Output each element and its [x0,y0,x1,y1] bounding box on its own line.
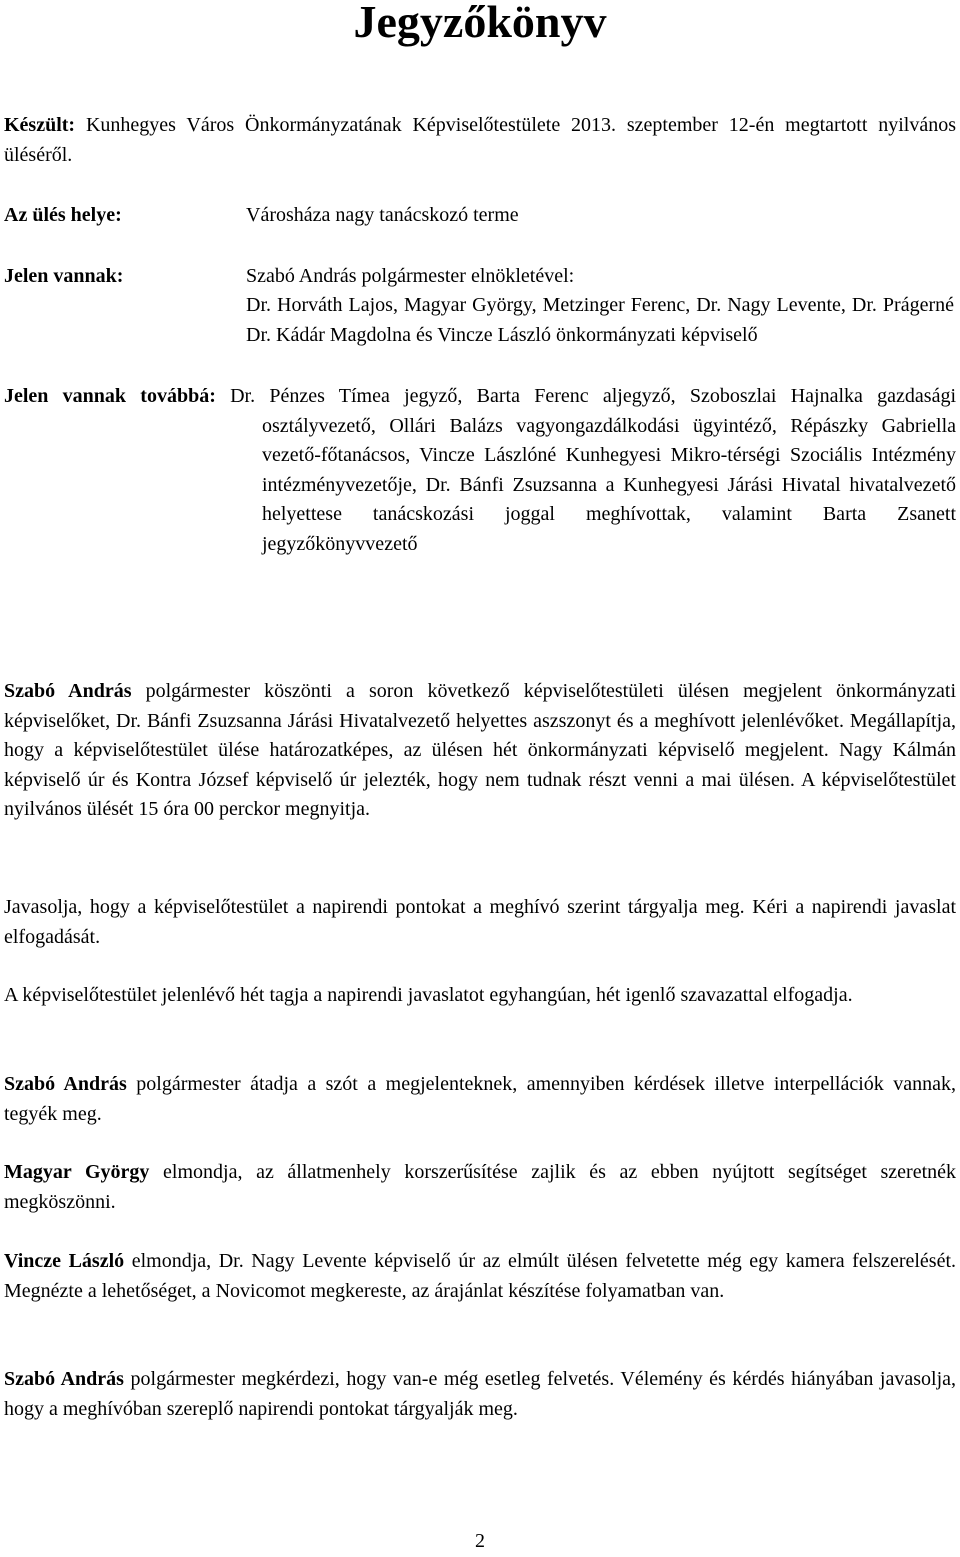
page-number: 2 [475,1530,485,1552]
document-title: Jegyzőkönyv [353,0,607,47]
paragraph-opening: Szabó András polgármester köszönti a soron következő képviselőtestületi ülésen megjelent önkormányzati képviselőket, Dr. Bánfi Zsuzsanna Járási Hivatalvezető helyettes aszszonyt és a meghívott jelenlévőket. Megállapítja, hogy a képviselőtestület ülése határozatképes, az ülésen hét önkormányzati képviselő megjelent. Nagy Kálmán képviselő úr és Kontra József képviselő úr jelezték, hogy nem tudnak részt venni a mai ülésen. A képviselőtestület nyilvános ülését 15 óra 00 perckor megnyitja. [4,680,956,820]
paragraph-agenda-vote: A képviselőtestület jelenlévő hét tagja a napirendi javaslatot egyhangúan, hét igenlő szavazattal elfogadja. [4,984,853,1006]
paragraph-magyar: Magyar György elmondja, az állatmenhely korszerűsítése zajlik és az ebben nyújtott segítséget szeretnék megköszönni. [4,1161,957,1213]
present-members: Dr. Horváth Lajos, Magyar György, Metzinger Ferenc, Dr. Nagy Levente, Dr. Prágerné Dr. Kádár Magdolna és Vincze László önkormányzati képviselő [246,294,954,346]
paragraph-agenda-proposal: Javasolja, hogy a képviselőtestület a napirendi pontokat a meghívó szerint tárgyalja meg. Kéri a napirendi javaslat elfogadását. [4,896,956,948]
also-present-label: Jelen vannak továbbá: [4,385,216,407]
venue-label: Az ülés helye: [4,204,122,226]
present-label: Jelen vannak: [4,265,124,287]
paragraph-floor: Szabó András polgármester átadja a szót a megjelenteknek, amennyiben kérdések illetve interpellációk vannak, tegyék meg. [4,1073,957,1125]
also-present-text: Dr. Pénzes Tímea jegyző, Barta Ferenc aljegyző, Szoboszlai Hajnalka gazdasági osztályvezető, Ollári Balázs vagyongazdálkodási ügyintéző, Répászky Gabriella vezető-főtanácsos, Vincze Lászlóné Kunhegyesi Mikro-térségi Szociális Intézmény intézményvezetője, Dr. Bánfi Zsuzsanna a Kunhegyesi Járási Hivatal hivatalvezető helyettese tanácskozási joggal meghívottak, valamint Barta Zsanett jegyzőkönyvvezető [230,385,957,555]
paragraph-vincze: Vincze László elmondja, Dr. Nagy Levente képviselő úr az elmúlt ülésen felvetette még egy kamera felszerelését. Megnézte a lehetőséget, a Novicomot megkereste, az árajánlat készítése folyamatban van. [4,1250,957,1302]
made-paragraph [4,111,956,170]
also-present-paragraph [4,382,956,559]
venue-value: Városháza nagy tanácskozó terme [246,204,519,226]
made-label: Készült: [4,114,76,136]
made-text: Kunhegyes Város Önkormányzatának Képviselőtestülete 2013. szeptember 12-én megtartott nyilvános üléséről. [4,114,956,166]
present-chair: Szabó András polgármester elnökletével: [246,265,575,287]
paragraph-closing: Szabó András polgármester megkérdezi, hogy van-e még esetleg felvetés. Vélemény és kérdés hiányában javasolja, hogy a meghívóban szereplő napirendi pontokat tárgyalják meg. [4,1368,957,1420]
